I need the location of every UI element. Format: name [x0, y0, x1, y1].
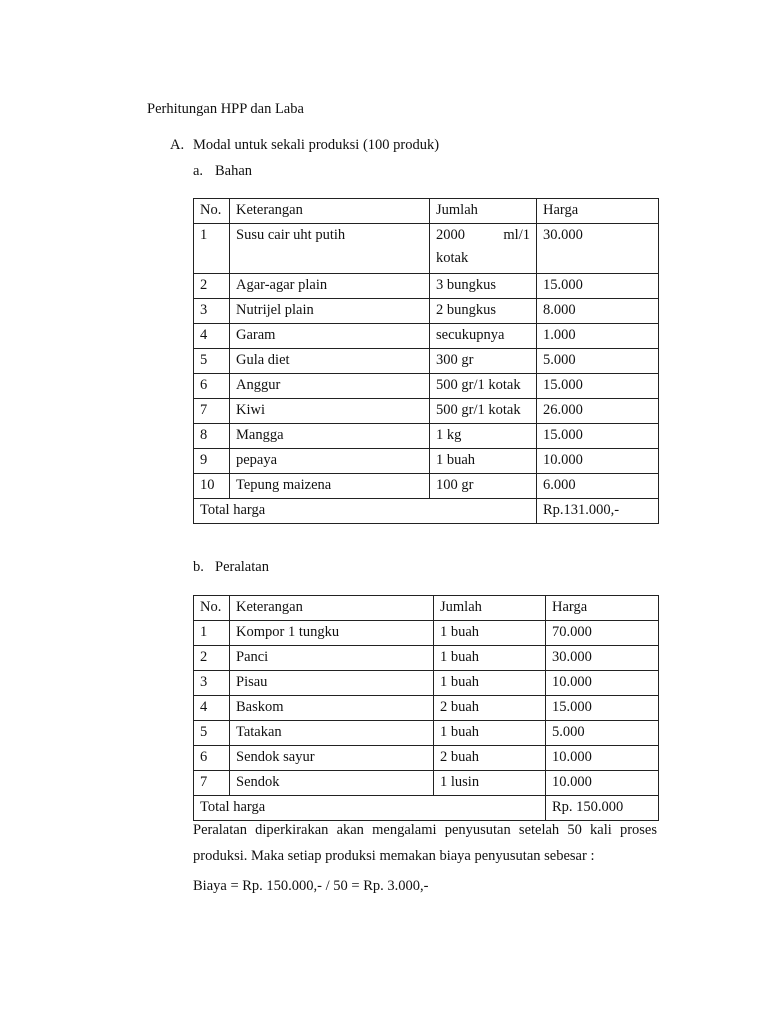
- cell-keterangan: Nutrijel plain: [230, 299, 430, 324]
- cell-no: 2: [194, 274, 230, 299]
- header-keterangan: Keterangan: [230, 596, 434, 621]
- cell-no: 3: [194, 671, 230, 696]
- cell-keterangan: Baskom: [230, 696, 434, 721]
- cell-keterangan: Garam: [230, 324, 430, 349]
- header-jumlah: Jumlah: [434, 596, 546, 621]
- subsection-b-heading: Peralatan: [215, 559, 269, 575]
- table-header-row: [194, 596, 659, 621]
- cell-harga: 30.000: [546, 646, 659, 671]
- cell-no: 1: [194, 621, 230, 646]
- cell-harga: 10.000: [537, 449, 659, 474]
- table-total-row: [194, 499, 659, 524]
- cell-no: 5: [194, 349, 230, 374]
- cell-harga: 15.000: [537, 274, 659, 299]
- page-title: Perhitungan HPP dan Laba: [147, 101, 304, 117]
- subsection-b-marker: b.: [193, 559, 204, 575]
- cell-harga: 15.000: [546, 696, 659, 721]
- cell-no: 9: [194, 449, 230, 474]
- cell-keterangan: pepaya: [230, 449, 430, 474]
- table-row: [194, 424, 659, 449]
- header-harga: Harga: [546, 596, 659, 621]
- cell-harga: 15.000: [537, 374, 659, 399]
- cell-harga: 10.000: [546, 746, 659, 771]
- cell-harga: 10.000: [546, 771, 659, 796]
- cell-no: 6: [194, 746, 230, 771]
- cell-no: 7: [194, 771, 230, 796]
- cell-keterangan: Tepung maizena: [230, 474, 430, 499]
- total-label: Total harga: [194, 499, 537, 524]
- table-row: [194, 349, 659, 374]
- cell-harga: 70.000: [546, 621, 659, 646]
- cell-no: 10: [194, 474, 230, 499]
- cell-jumlah: 500 gr/1 kotak: [430, 374, 537, 399]
- cell-jumlah: 1 buah: [434, 671, 546, 696]
- cell-keterangan: Kiwi: [230, 399, 430, 424]
- cell-jumlah: 2 buah: [434, 746, 546, 771]
- cell-jumlah: 500 gr/1 kotak: [430, 399, 537, 424]
- cell-no: 7: [194, 399, 230, 424]
- cell-keterangan: Agar-agar plain: [230, 274, 430, 299]
- depreciation-paragraph: Peralatan diperkirakan akan mengalami penyusutan setelah 50 kali proses produksi. Maka setiap produksi memakan biaya penyusutan sebesar :: [193, 822, 657, 864]
- table-row: [194, 449, 659, 474]
- cell-harga: 26.000: [537, 399, 659, 424]
- cell-keterangan: Kompor 1 tungku: [230, 621, 434, 646]
- table-row: [194, 474, 659, 499]
- cell-jumlah: 1 buah: [430, 449, 537, 474]
- table-row: [194, 646, 659, 671]
- cell-keterangan: Mangga: [230, 424, 430, 449]
- table-row: [194, 374, 659, 399]
- cell-keterangan: Gula diet: [230, 349, 430, 374]
- header-no: No.: [194, 596, 230, 621]
- cell-jumlah: 2000 ml/1 kotak: [430, 224, 537, 274]
- cell-jumlah: 1 kg: [430, 424, 537, 449]
- cost-formula: Biaya = Rp. 150.000,- / 50 = Rp. 3.000,-: [193, 878, 429, 894]
- table-row: [194, 224, 659, 274]
- subsection-a-marker: a.: [193, 163, 204, 179]
- cell-harga: 1.000: [537, 324, 659, 349]
- cell-jumlah: 2 buah: [434, 696, 546, 721]
- cell-keterangan: Panci: [230, 646, 434, 671]
- bahan-table: [193, 198, 659, 524]
- cell-harga: 6.000: [537, 474, 659, 499]
- header-keterangan: Keterangan: [230, 199, 430, 224]
- cell-harga: 5.000: [546, 721, 659, 746]
- cell-harga: 10.000: [546, 671, 659, 696]
- total-label: Total harga: [194, 796, 546, 821]
- cell-no: 5: [194, 721, 230, 746]
- total-value: Rp. 150.000: [546, 796, 659, 821]
- table-row: [194, 696, 659, 721]
- table-row: [194, 746, 659, 771]
- cell-keterangan: Sendok sayur: [230, 746, 434, 771]
- table-header-row: [194, 199, 659, 224]
- subsection-a-heading: Bahan: [215, 163, 253, 179]
- cell-no: 4: [194, 324, 230, 349]
- cell-jumlah: 1 buah: [434, 721, 546, 746]
- cell-jumlah: 300 gr: [430, 349, 537, 374]
- table-row: [194, 274, 659, 299]
- total-value: Rp.131.000,-: [537, 499, 659, 524]
- peralatan-table: [193, 595, 659, 821]
- cell-keterangan: Tatakan: [230, 721, 434, 746]
- cell-keterangan: Pisau: [230, 671, 434, 696]
- cell-keterangan: Sendok: [230, 771, 434, 796]
- cell-harga: 30.000: [537, 224, 659, 274]
- table-row: [194, 324, 659, 349]
- header-jumlah: Jumlah: [430, 199, 537, 224]
- cell-no: 6: [194, 374, 230, 399]
- cell-jumlah: secukupnya: [430, 324, 537, 349]
- table-row: [194, 621, 659, 646]
- cell-harga: 5.000: [537, 349, 659, 374]
- header-harga: Harga: [537, 199, 659, 224]
- cell-jumlah: 100 gr: [430, 474, 537, 499]
- cell-harga: 15.000: [537, 424, 659, 449]
- cell-jumlah: 3 bungkus: [430, 274, 537, 299]
- table-row: [194, 771, 659, 796]
- cell-keterangan: Anggur: [230, 374, 430, 399]
- cell-jumlah: 1 buah: [434, 646, 546, 671]
- cell-no: 8: [194, 424, 230, 449]
- table-row: [194, 399, 659, 424]
- cell-no: 1: [194, 224, 230, 274]
- section-a-heading: Modal untuk sekali produksi (100 produk): [193, 137, 440, 153]
- cell-jumlah: 1 lusin: [434, 771, 546, 796]
- cell-no: 4: [194, 696, 230, 721]
- cell-keterangan: Susu cair uht putih: [230, 224, 430, 274]
- cell-no: 3: [194, 299, 230, 324]
- section-a-marker: A.: [170, 137, 185, 153]
- cell-no: 2: [194, 646, 230, 671]
- table-row: [194, 671, 659, 696]
- table-row: [194, 721, 659, 746]
- cell-harga: 8.000: [537, 299, 659, 324]
- cell-jumlah: 2 bungkus: [430, 299, 537, 324]
- cell-jumlah: 1 buah: [434, 621, 546, 646]
- table-row: [194, 299, 659, 324]
- header-no: No.: [194, 199, 230, 224]
